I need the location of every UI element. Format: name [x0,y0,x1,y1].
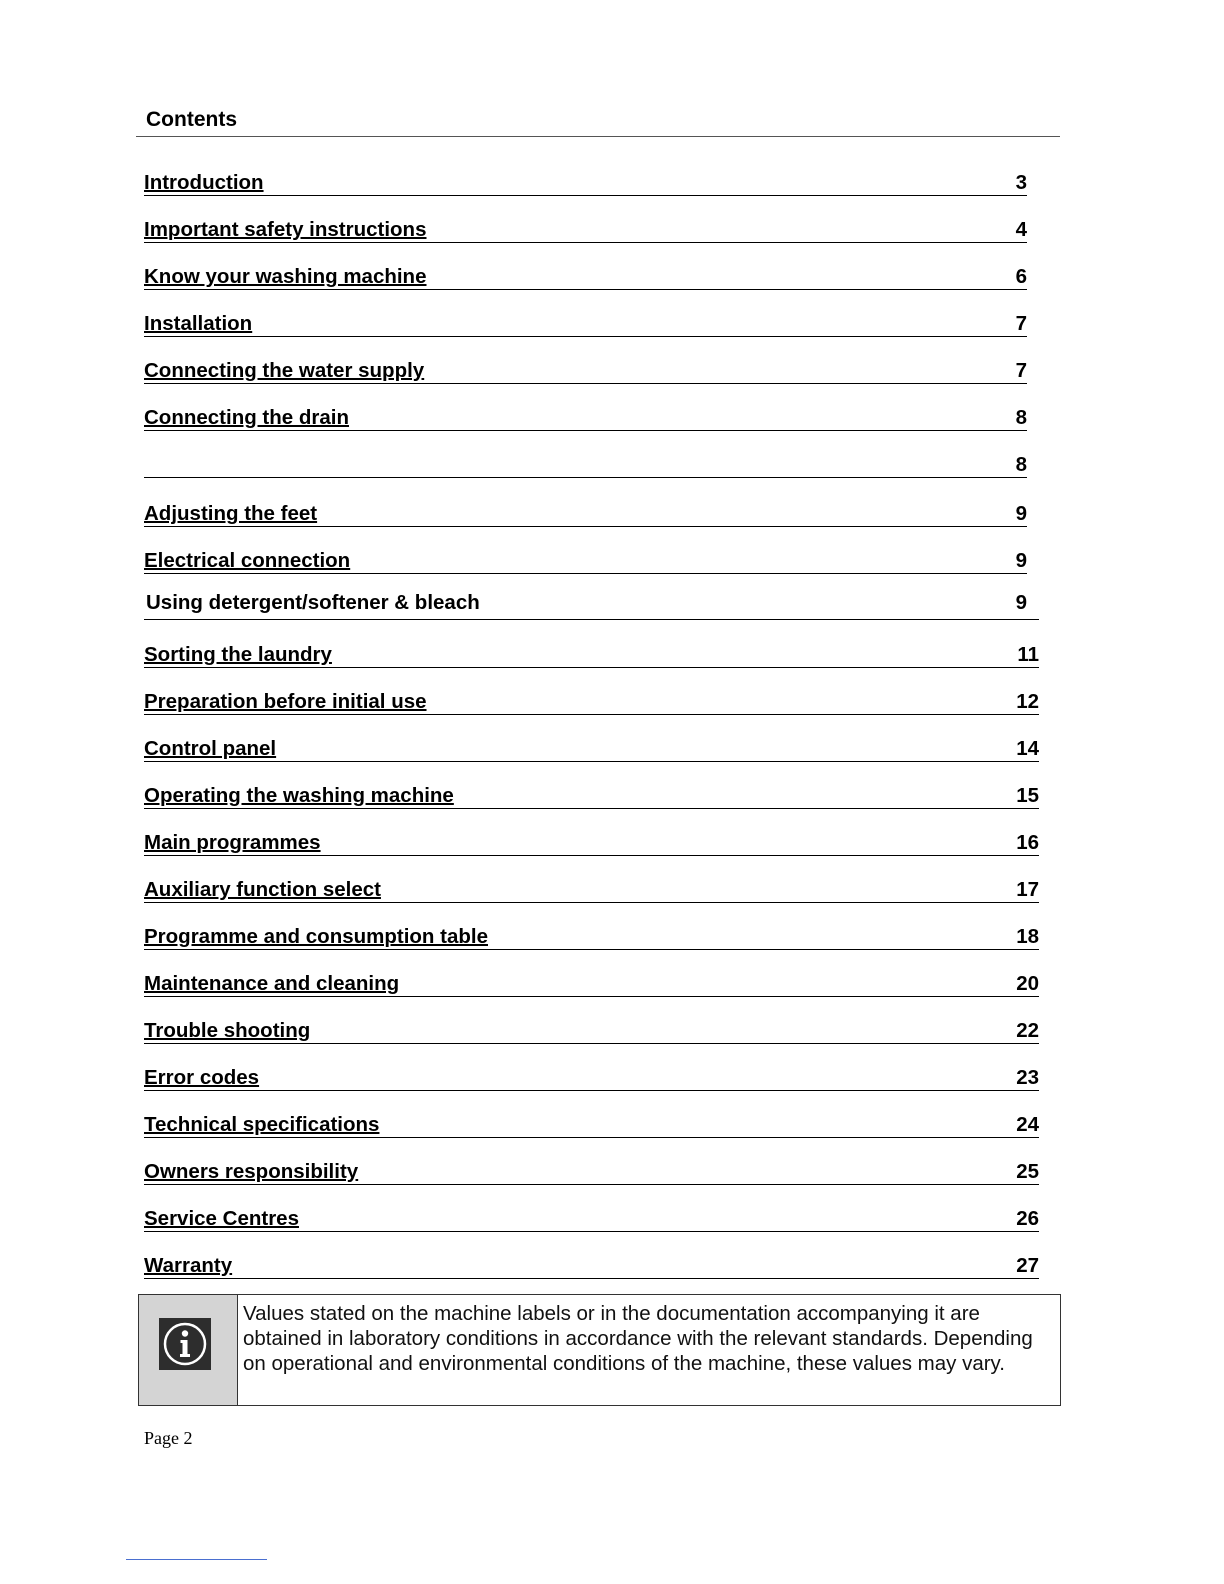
toc-entry-page: 15 [1016,784,1039,807]
toc-entry[interactable] [144,690,1039,715]
toc-entry-title[interactable]: Owners responsibility [144,1160,359,1183]
toc-entry-page: 7 [1015,312,1027,335]
toc-entry-title[interactable]: Installation [144,312,253,335]
toc-entry[interactable] [144,502,1027,527]
toc-entry-title[interactable]: Introduction [144,171,264,194]
info-note [138,1294,1061,1406]
toc-entry[interactable] [144,312,1027,337]
toc-entry-page: 26 [1016,1207,1039,1230]
toc-entry-page: 22 [1016,1019,1039,1042]
toc-entry-page: 11 [1017,643,1039,666]
page-number: Page 2 [144,1428,193,1448]
toc-entry-page: 6 [1015,265,1027,288]
toc-entry-title[interactable]: Programme and consumption table [144,925,488,948]
toc-entry[interactable] [144,784,1039,809]
info-icon-cell [139,1295,238,1405]
toc-entry-page: 8 [1015,453,1027,476]
toc-entry-page: 9 [1015,549,1027,572]
info-icon [159,1318,211,1370]
toc-entry-page: 9 [1015,502,1027,525]
toc-entry-page: 3 [1015,171,1027,194]
toc-entry-title[interactable]: Operating the washing machine [144,784,454,807]
toc-entry-title[interactable]: Preparation before initial use [144,690,427,713]
toc-entry[interactable] [144,359,1027,384]
toc-entry-title[interactable]: Service Centres [144,1207,299,1230]
toc-entry[interactable] [144,972,1039,997]
toc-entry[interactable] [144,1254,1039,1279]
toc-entry-page: 4 [1015,218,1027,241]
toc-entry[interactable] [144,265,1027,290]
toc-entry-title[interactable]: Main programmes [144,831,321,854]
toc-entry-page: 16 [1016,831,1039,854]
toc-entry-title[interactable]: Control panel [144,737,277,760]
toc-entry[interactable] [144,925,1039,950]
toc-entry[interactable] [144,218,1027,243]
toc-entry[interactable] [144,831,1039,856]
page-title: Contents [146,108,237,131]
toc-entry-title[interactable]: Know your washing machine [144,265,427,288]
toc-entry-page: 24 [1016,1113,1039,1136]
toc-entry[interactable] [144,1160,1039,1185]
toc-entry[interactable] [144,1066,1039,1091]
toc-entry-title[interactable]: Using detergent/softener & bleach [146,591,480,614]
toc-entry-page: 20 [1016,972,1039,995]
toc-entry-title[interactable]: Sorting the laundry [144,643,332,666]
toc-entry-title[interactable]: Warranty [144,1254,233,1277]
toc-entry-page: 27 [1016,1254,1039,1277]
toc-entry-page: 14 [1016,737,1039,760]
toc-entry-untitled[interactable] [144,453,1027,478]
toc-entry-page: 18 [1016,925,1039,948]
toc-entry[interactable] [144,737,1039,762]
info-note-text: Values stated on the machine labels or in the documentation accompanying it are obtained in laboratory conditions in accordance with the relevant standards. Depending on operational and environmental conditions of the machine, these values may vary. [243,1302,1033,1375]
toc-entry-page: 23 [1016,1066,1039,1089]
toc-entry-title[interactable]: Auxiliary function select [144,878,381,901]
toc-entry[interactable] [144,171,1027,196]
toc-entry-title[interactable]: Trouble shooting [144,1019,311,1042]
toc-entry-title[interactable]: Error codes [144,1066,260,1089]
toc-entry-page: 25 [1016,1160,1039,1183]
toc-entry-title[interactable]: Electrical connection [144,549,351,572]
toc-entry-page: 9 [1015,591,1027,614]
toc-entry-title[interactable]: Important safety instructions [144,218,427,241]
toc-entry[interactable] [144,549,1027,574]
toc-entry-page: 17 [1016,878,1039,901]
toc-entry-title[interactable]: Adjusting the feet [144,502,318,525]
toc-entry-title[interactable]: Maintenance and cleaning [144,972,400,995]
toc-entry[interactable] [144,1113,1039,1138]
toc-entry-title[interactable]: Connecting the water supply [144,359,425,382]
footer-divider [126,1559,267,1560]
toc-entry-page: 12 [1016,690,1039,713]
toc-entry-title[interactable]: Technical specifications [144,1113,380,1136]
toc-entry-page: 8 [1015,406,1027,429]
toc-entry[interactable] [144,878,1039,903]
toc-entry[interactable] [144,591,1039,620]
toc-entry[interactable] [144,406,1027,431]
toc-entry[interactable] [144,1207,1039,1232]
toc-entry-title[interactable]: Connecting the drain [144,406,349,429]
toc-entry[interactable] [144,1019,1039,1044]
toc-entry[interactable] [144,643,1039,668]
toc-entry-page: 7 [1015,359,1027,382]
